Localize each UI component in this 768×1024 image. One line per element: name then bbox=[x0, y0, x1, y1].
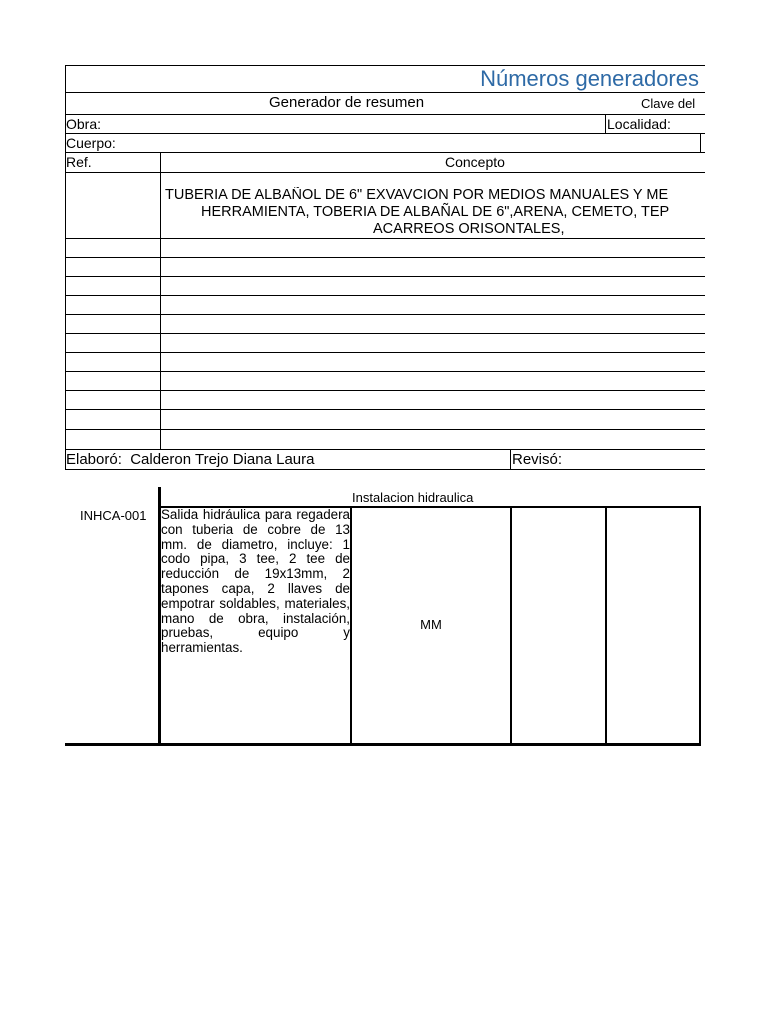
cuerpo-label: Cuerpo: bbox=[66, 135, 116, 151]
localidad-label: Localidad: bbox=[607, 116, 671, 132]
column-divider bbox=[510, 506, 512, 746]
row-divider bbox=[65, 152, 705, 153]
item-description: Salida hidráulica para regadera con tuberia de cobre de 13 mm. de diametro, incluye: 1 codo pipa, 3 tee, 2 tee de reducción de 19x13mm, 2 tapones capa, 2 llaves de empotrar soldables, materiales, mano de obra, instalación, pruebas, equipo y herramientas. bbox=[161, 507, 350, 656]
row-divider bbox=[65, 257, 705, 258]
generator-form bbox=[65, 65, 705, 470]
row-divider bbox=[65, 133, 705, 134]
reviso-label: Revisó: bbox=[512, 451, 563, 468]
concept-line-1: TUBERIA DE ALBAÑOL DE 6" EXVAVCION POR MEDIOS MANUALES Y ME bbox=[165, 187, 669, 203]
reviso-divider bbox=[510, 449, 511, 469]
section-heading: Instalacion hidraulica bbox=[352, 490, 474, 505]
row-divider bbox=[65, 371, 705, 372]
row-divider bbox=[65, 295, 705, 296]
row-divider bbox=[65, 276, 705, 277]
concept-header: Concepto bbox=[445, 154, 505, 170]
form-bottom-border bbox=[65, 469, 705, 470]
row-divider bbox=[65, 172, 705, 173]
elaboro-label: Elaboró: Calderon Trejo Diana Laura bbox=[66, 451, 315, 468]
column-divider bbox=[605, 506, 607, 746]
localidad-divider bbox=[605, 114, 606, 133]
concept-line-3: ACARREOS ORISONTALES, bbox=[373, 221, 565, 237]
page-title: Números generadores bbox=[480, 66, 699, 91]
unit-value: MM bbox=[420, 617, 442, 632]
concept-line-2: HERRAMIENTA, TOBERIA DE ALBAÑAL DE 6",ARENA, CEMETO, TEP bbox=[201, 204, 670, 220]
row-divider bbox=[65, 333, 705, 334]
hydraulic-section bbox=[65, 487, 705, 749]
clave-label: Clave del bbox=[641, 96, 696, 111]
subtitle: Generador de resumen bbox=[269, 94, 425, 111]
row-divider bbox=[65, 314, 705, 315]
item-code: INHCA-001 bbox=[80, 508, 147, 523]
section-bottom-border bbox=[65, 743, 701, 746]
row-divider bbox=[65, 238, 705, 239]
row-divider bbox=[65, 390, 705, 391]
row-divider bbox=[65, 352, 705, 353]
obra-label: Obra: bbox=[66, 116, 102, 132]
column-divider bbox=[699, 506, 701, 746]
row-divider bbox=[65, 409, 705, 410]
concept-description bbox=[161, 187, 705, 241]
ref-header: Ref. bbox=[66, 154, 92, 170]
row-divider bbox=[65, 429, 705, 430]
cuerpo-right-border bbox=[700, 133, 701, 152]
